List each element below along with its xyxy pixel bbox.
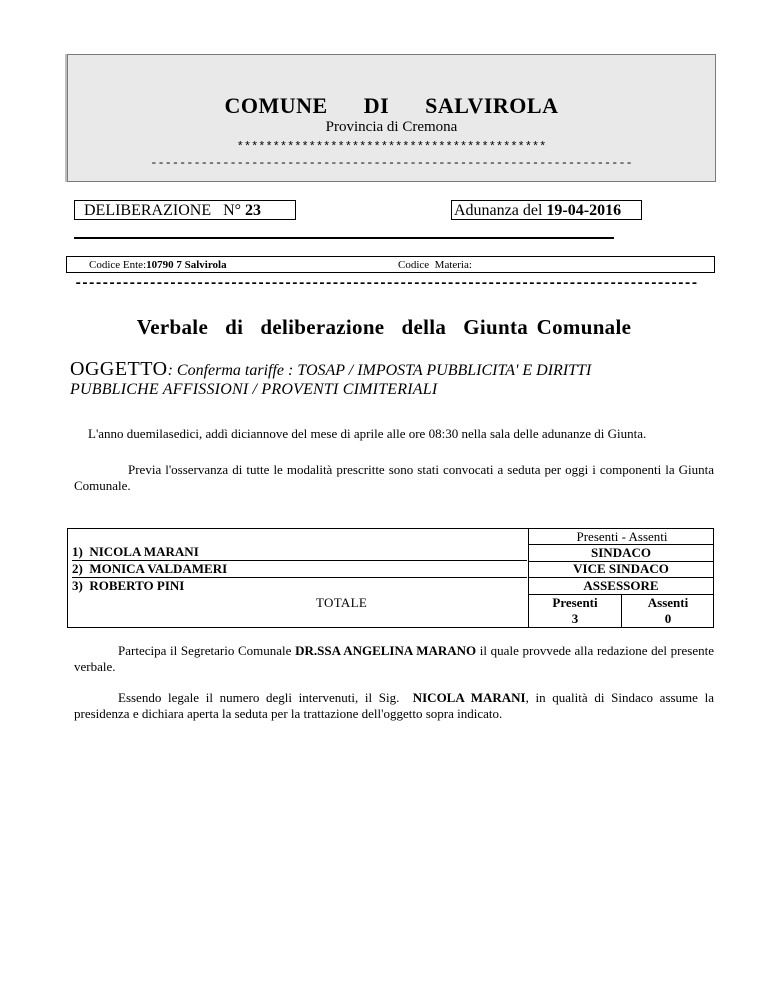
deliberazione-label: DELIBERAZIONE N° bbox=[84, 202, 246, 219]
member-names bbox=[72, 544, 527, 594]
codice-ente bbox=[89, 257, 227, 274]
member-name: 3) ROBERTO PINI bbox=[72, 578, 185, 593]
assenti-cell bbox=[622, 595, 714, 627]
paragraph-secretary bbox=[74, 643, 714, 675]
oggetto-line-1 bbox=[70, 358, 591, 381]
horizontal-rule bbox=[74, 237, 614, 239]
presenti-value: 3 bbox=[571, 611, 579, 626]
adunanza-date-box bbox=[451, 200, 642, 220]
deliberazione-number: 23 bbox=[245, 202, 262, 219]
totale-label: TOTALE bbox=[316, 595, 368, 610]
verbale-title: Verbale di deliberazione della Giunta Comunale bbox=[136, 315, 632, 339]
president-text-post: , in qualità di Sindaco assume la presidenza e dichiara aperta la seduta per la trattazione dell'oggetto sopra indicato. bbox=[74, 690, 714, 721]
member-name: 1) NICOLA MARANI bbox=[72, 544, 527, 561]
presenti-label: Presenti bbox=[552, 595, 598, 610]
codice-box bbox=[66, 256, 715, 273]
totals-cells bbox=[529, 595, 713, 627]
oggetto-line-2: PUBBLICHE AFFISSIONI / PROVENTI CIMITERIALI bbox=[70, 381, 438, 398]
secretary-name: DR.SSA ANGELINA MARANO bbox=[295, 643, 477, 658]
member-role: ASSESSORE bbox=[529, 578, 713, 595]
presenti-cell bbox=[529, 595, 621, 627]
municipality-title: COMUNE DI SALVIROLA bbox=[224, 93, 559, 118]
attendance-table bbox=[67, 528, 714, 628]
deliberazione-number-box bbox=[74, 200, 296, 220]
assenti-value: 0 bbox=[664, 611, 672, 626]
president-text-pre: Essendo legale il numero degli intervenuti, il Sig. bbox=[118, 690, 413, 705]
municipality-header bbox=[67, 54, 716, 182]
assenti-label: Assenti bbox=[647, 595, 689, 610]
province-subtitle: Provincia di Cremona bbox=[325, 119, 458, 135]
member-role: VICE SINDACO bbox=[529, 561, 713, 578]
codice-materia-label: Codice Materia: bbox=[398, 259, 472, 271]
header-dashes-divider: ------------------------------------------------------------------- bbox=[150, 156, 633, 170]
president-name: NICOLA MARANI bbox=[412, 690, 526, 705]
secretary-text-pre: Partecipa il Segretario Comunale bbox=[118, 643, 296, 658]
oggetto-label: OGGETTO bbox=[70, 358, 168, 380]
adunanza-label: Adunanza del bbox=[454, 202, 547, 219]
codice-ente-label: Codice Ente: bbox=[89, 259, 147, 271]
paragraph-president bbox=[74, 690, 714, 722]
codice-ente-value: 10790 7 Salvirola bbox=[146, 259, 227, 271]
presenti-assenti-header: Presenti - Assenti bbox=[576, 529, 668, 544]
member-name: 2) MONICA VALDAMERI bbox=[72, 561, 527, 578]
paragraph-date: L'anno duemilasedici, addì diciannove del mese di aprile alle ore 08:30 nella sala delle adunanze di Giunta. bbox=[88, 426, 647, 441]
secretary-text-post: il quale provvede alla redazione del presente verbale. bbox=[74, 643, 714, 674]
paragraph-convocation: Previa l'osservanza di tutte le modalità prescritte sono stati convocati a seduta per oggi i componenti la Giunta Comunale. bbox=[74, 462, 714, 493]
header-stars-divider: ******************************************* bbox=[236, 140, 547, 154]
dashed-separator: -------------------------------------------------------------------------------------------- bbox=[74, 276, 697, 292]
adunanza-date: 19-04-2016 bbox=[546, 202, 622, 219]
member-role: SINDACO bbox=[529, 544, 713, 562]
oggetto-text-1: : Conferma tariffe : TOSAP / IMPOSTA PUBBLICITA' E DIRITTI bbox=[167, 362, 592, 379]
